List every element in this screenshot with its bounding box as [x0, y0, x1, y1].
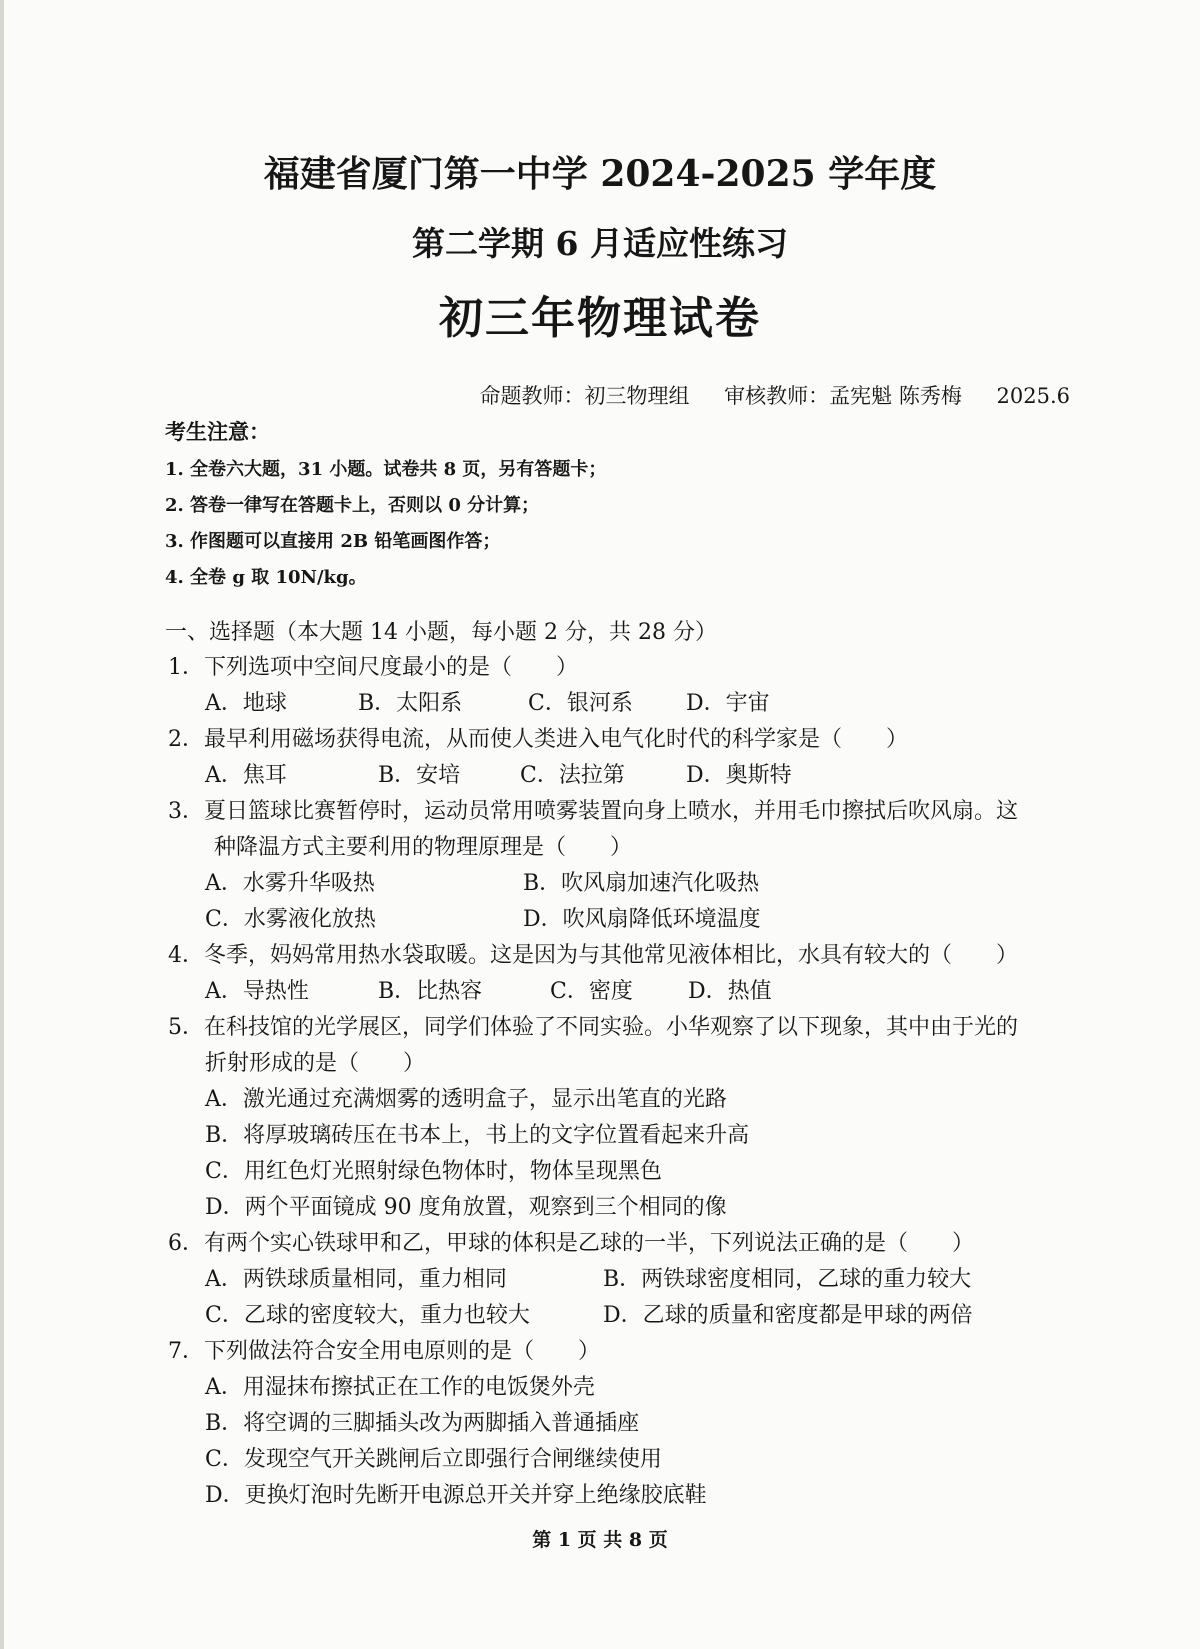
- option-d: D．热值: [688, 979, 772, 1004]
- question-3: [168, 794, 1088, 938]
- option-c: C．密度: [550, 979, 633, 1004]
- notice-item: 2. 答卷一律写在答题卡上，否则以 0 分计算；: [165, 495, 540, 516]
- option-d: D．宇宙: [686, 691, 770, 716]
- exam-meta: [479, 380, 1070, 410]
- question-stem-cont: 种降温方式主要利用的物理原理是（ ）: [214, 835, 633, 860]
- option-c: C．用红色灯光照射绿色物体时，物体呈现黑色: [205, 1159, 662, 1184]
- reviewer-text: 审核教师：孟宪魁 陈秀梅: [724, 384, 962, 408]
- notice-item: 4. 全卷 g 取 10N/kg。: [165, 567, 367, 588]
- question-stem: 2．最早利用磁场获得电流，从而使人类进入电气化时代的科学家是（ ）: [168, 727, 908, 752]
- option-b: B．吹风扇加速汽化吸热: [523, 871, 760, 896]
- option-c: C．乙球的密度较大，重力也较大: [205, 1303, 530, 1328]
- option-d: D．吹风扇降低环境温度: [523, 907, 761, 932]
- question-4: [168, 938, 1088, 1010]
- option-b: B．将厚玻璃砖压在书本上，书上的文字位置看起来升高: [205, 1123, 750, 1148]
- question-stem: 4．冬季，妈妈常用热水袋取暖。这是因为与其他常见液体相比，水具有较大的（ ）: [168, 943, 1018, 968]
- option-a: A．焦耳: [205, 763, 287, 788]
- option-d: D．两个平面镜成 90 度角放置，观察到三个相同的像: [205, 1195, 727, 1220]
- question-1: [168, 650, 1088, 722]
- proposer-text: 命题教师：初三物理组: [479, 384, 690, 408]
- option-b: B．将空调的三脚插头改为两脚插入普通插座: [205, 1411, 640, 1436]
- option-d: D．奥斯特: [686, 763, 792, 788]
- option-b: B．两铁球密度相同，乙球的重力较大: [603, 1267, 972, 1292]
- option-c: C．银河系: [528, 691, 633, 716]
- question-7: [168, 1334, 1088, 1514]
- exam-title: 初三年物理试卷: [439, 293, 761, 344]
- option-row: [168, 866, 1088, 902]
- notice-title: 考生注意：: [165, 419, 270, 444]
- school-title: 福建省厦门第一中学 2024-2025 学年度: [263, 153, 937, 195]
- option-b: B．比热容: [378, 979, 483, 1004]
- option-b: B．安培: [378, 763, 461, 788]
- question-5: [168, 1010, 1088, 1226]
- page-number: 第 1 页 共 8 页: [532, 1529, 668, 1551]
- option-a: A．激光通过充满烟雾的透明盒子，显示出笔直的光路: [205, 1087, 727, 1112]
- option-row: [168, 1262, 1088, 1298]
- option-d: D．乙球的质量和密度都是甲球的两倍: [603, 1303, 973, 1328]
- notice-item: 3. 作图题可以直接用 2B 铅笔画图作答；: [165, 531, 501, 552]
- section-heading: 一、选择题（本大题 14 小题，每小题 2 分，共 28 分）: [165, 620, 717, 645]
- question-list: [168, 650, 1088, 1514]
- question-stem: 6．有两个实心铁球甲和乙，甲球的体积是乙球的一半，下列说法正确的是（ ）: [168, 1231, 974, 1256]
- option-row: [168, 902, 1088, 938]
- option-row: [168, 974, 1088, 1010]
- option-c: C．发现空气开关跳闸后立即强行合闸继续使用: [205, 1447, 662, 1472]
- option-a: A．用湿抹布擦拭正在工作的电饭煲外壳: [205, 1375, 595, 1400]
- option-d: D．更换灯泡时先断开电源总开关并穿上绝缘胶底鞋: [205, 1483, 707, 1508]
- option-a: A．水雾升华吸热: [205, 871, 375, 896]
- option-b: B．太阳系: [358, 691, 463, 716]
- term-title: 第二学期 6 月适应性练习: [412, 224, 788, 263]
- question-stem-cont: 折射形成的是（ ）: [205, 1051, 426, 1076]
- date-text: 2025.6: [996, 384, 1070, 408]
- option-a: A．地球: [205, 691, 287, 716]
- question-6: [168, 1226, 1088, 1334]
- option-a: A．两铁球质量相同，重力相同: [205, 1267, 507, 1292]
- notice-item: 1. 全卷六大题，31 小题。试卷共 8 页，另有答题卡；: [165, 459, 607, 480]
- question-stem: 3．夏日篮球比赛暂停时，运动员常用喷雾装置向身上喷水，并用毛巾擦拭后吹风扇。这: [168, 799, 1018, 824]
- option-c: C．水雾液化放热: [205, 907, 376, 932]
- option-row: [168, 1298, 1088, 1334]
- option-row: [168, 686, 1088, 722]
- question-stem: 7．下列做法符合安全用电原则的是（ ）: [168, 1339, 600, 1364]
- question-stem: 5．在科技馆的光学展区，同学们体验了不同实验。小华观察了以下现象，其中由于光的: [168, 1015, 1018, 1040]
- option-a: A．导热性: [205, 979, 309, 1004]
- option-row: [168, 758, 1088, 794]
- question-2: [168, 722, 1088, 794]
- notice-block: [165, 416, 606, 596]
- option-c: C．法拉第: [520, 763, 625, 788]
- question-stem: 1．下列选项中空间尺度最小的是（ ）: [168, 655, 578, 680]
